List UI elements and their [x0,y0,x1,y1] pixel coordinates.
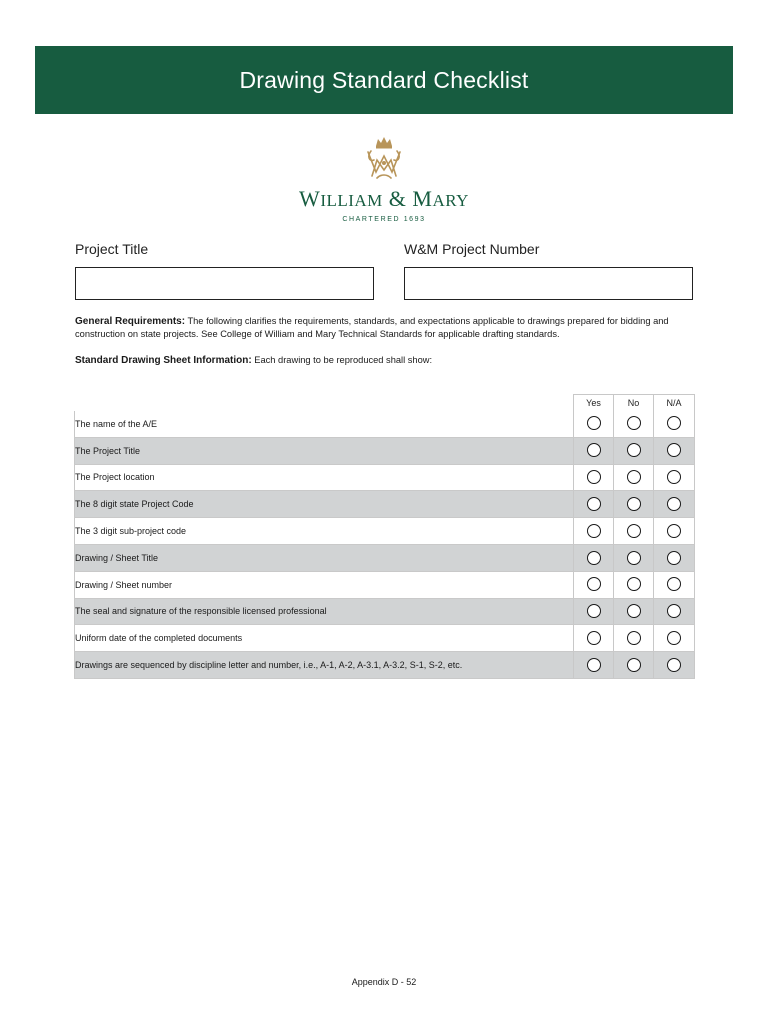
general-requirements-paragraph [75,315,700,341]
checklist-item-label: The 8 digit state Project Code [75,491,574,518]
checklist-row [75,625,695,652]
na-radio[interactable] [667,631,681,645]
no-radio[interactable] [627,470,641,484]
checklist-row [75,652,695,679]
column-header-no: No [614,395,654,411]
yes-radio[interactable] [587,551,601,565]
checklist-row [75,491,695,518]
project-title-input[interactable] [76,268,373,299]
logo-wordmark: WILLIAM & MARY [299,186,469,211]
general-requirements-text: The following clarifies the requirements, standards, and expectations applicable to drawings prepared for bidding and construction on state projects. See College of William and Mary Technical Standards for applicable drafting standards. [75,316,669,339]
checklist-item-label: Uniform date of the completed documents [75,625,574,652]
na-radio[interactable] [667,658,681,672]
checklist-item-label: Drawing / Sheet Title [75,544,574,571]
page-title: Drawing Standard Checklist [239,66,529,93]
na-radio[interactable] [667,443,681,457]
sheet-info-text: Each drawing to be reproduced shall show: [251,355,433,365]
checklist-header-blank [75,395,574,411]
checklist-item-label: Drawings are sequenced by discipline letter and number, i.e., A-1, A-2, A-3.1, A-3.2, S-1, S-2, etc. [75,652,574,679]
page-footer: Appendix D - 52 [351,977,417,987]
no-radio[interactable] [627,631,641,645]
no-radio[interactable] [627,604,641,618]
checklist-item-label: The seal and signature of the responsible licensed professional [75,598,574,625]
checklist-row [75,598,695,625]
yes-radio[interactable] [587,416,601,430]
title-banner [35,46,733,114]
checklist-row [75,518,695,545]
na-radio[interactable] [667,577,681,591]
na-radio[interactable] [667,524,681,538]
yes-radio[interactable] [587,497,601,511]
yes-radio[interactable] [587,470,601,484]
checklist-item-label: The Project Title [75,437,574,464]
project-number-label: W&M Project Number [404,241,540,257]
no-radio[interactable] [627,577,641,591]
checklist-item-label: The Project location [75,464,574,491]
column-header-yes: Yes [574,395,614,411]
yes-radio[interactable] [587,631,601,645]
checklist-header-row [75,395,695,411]
na-radio[interactable] [667,551,681,565]
logo-tagline: CHARTERED 1693 [342,216,426,223]
general-requirements-heading: General Requirements: [75,316,186,327]
na-radio[interactable] [667,497,681,511]
sheet-info-paragraph [75,354,700,367]
cypher-crest-icon [359,134,409,184]
na-radio[interactable] [667,416,681,430]
na-radio[interactable] [667,470,681,484]
yes-radio[interactable] [587,604,601,618]
project-title-label: Project Title [75,241,149,257]
na-radio[interactable] [667,604,681,618]
no-radio[interactable] [627,443,641,457]
university-logo [250,134,518,234]
checklist-item-label: The name of the A/E [75,411,574,438]
no-radio[interactable] [627,416,641,430]
yes-radio[interactable] [587,443,601,457]
checklist-table [74,394,695,679]
yes-radio[interactable] [587,524,601,538]
project-number-input[interactable] [405,268,692,299]
checklist-row [75,464,695,491]
project-title-field-box [75,267,374,300]
checklist-row [75,571,695,598]
checklist-row [75,437,695,464]
no-radio[interactable] [627,551,641,565]
checklist-item-label: The 3 digit sub-project code [75,518,574,545]
sheet-info-heading: Standard Drawing Sheet Information: [75,355,252,366]
project-number-field-box [404,267,693,300]
no-radio[interactable] [627,524,641,538]
column-header-na: N/A [654,395,695,411]
no-radio[interactable] [627,658,641,672]
checklist-row [75,411,695,438]
checklist-row [75,544,695,571]
no-radio[interactable] [627,497,641,511]
yes-radio[interactable] [587,577,601,591]
checklist-item-label: Drawing / Sheet number [75,571,574,598]
yes-radio[interactable] [587,658,601,672]
